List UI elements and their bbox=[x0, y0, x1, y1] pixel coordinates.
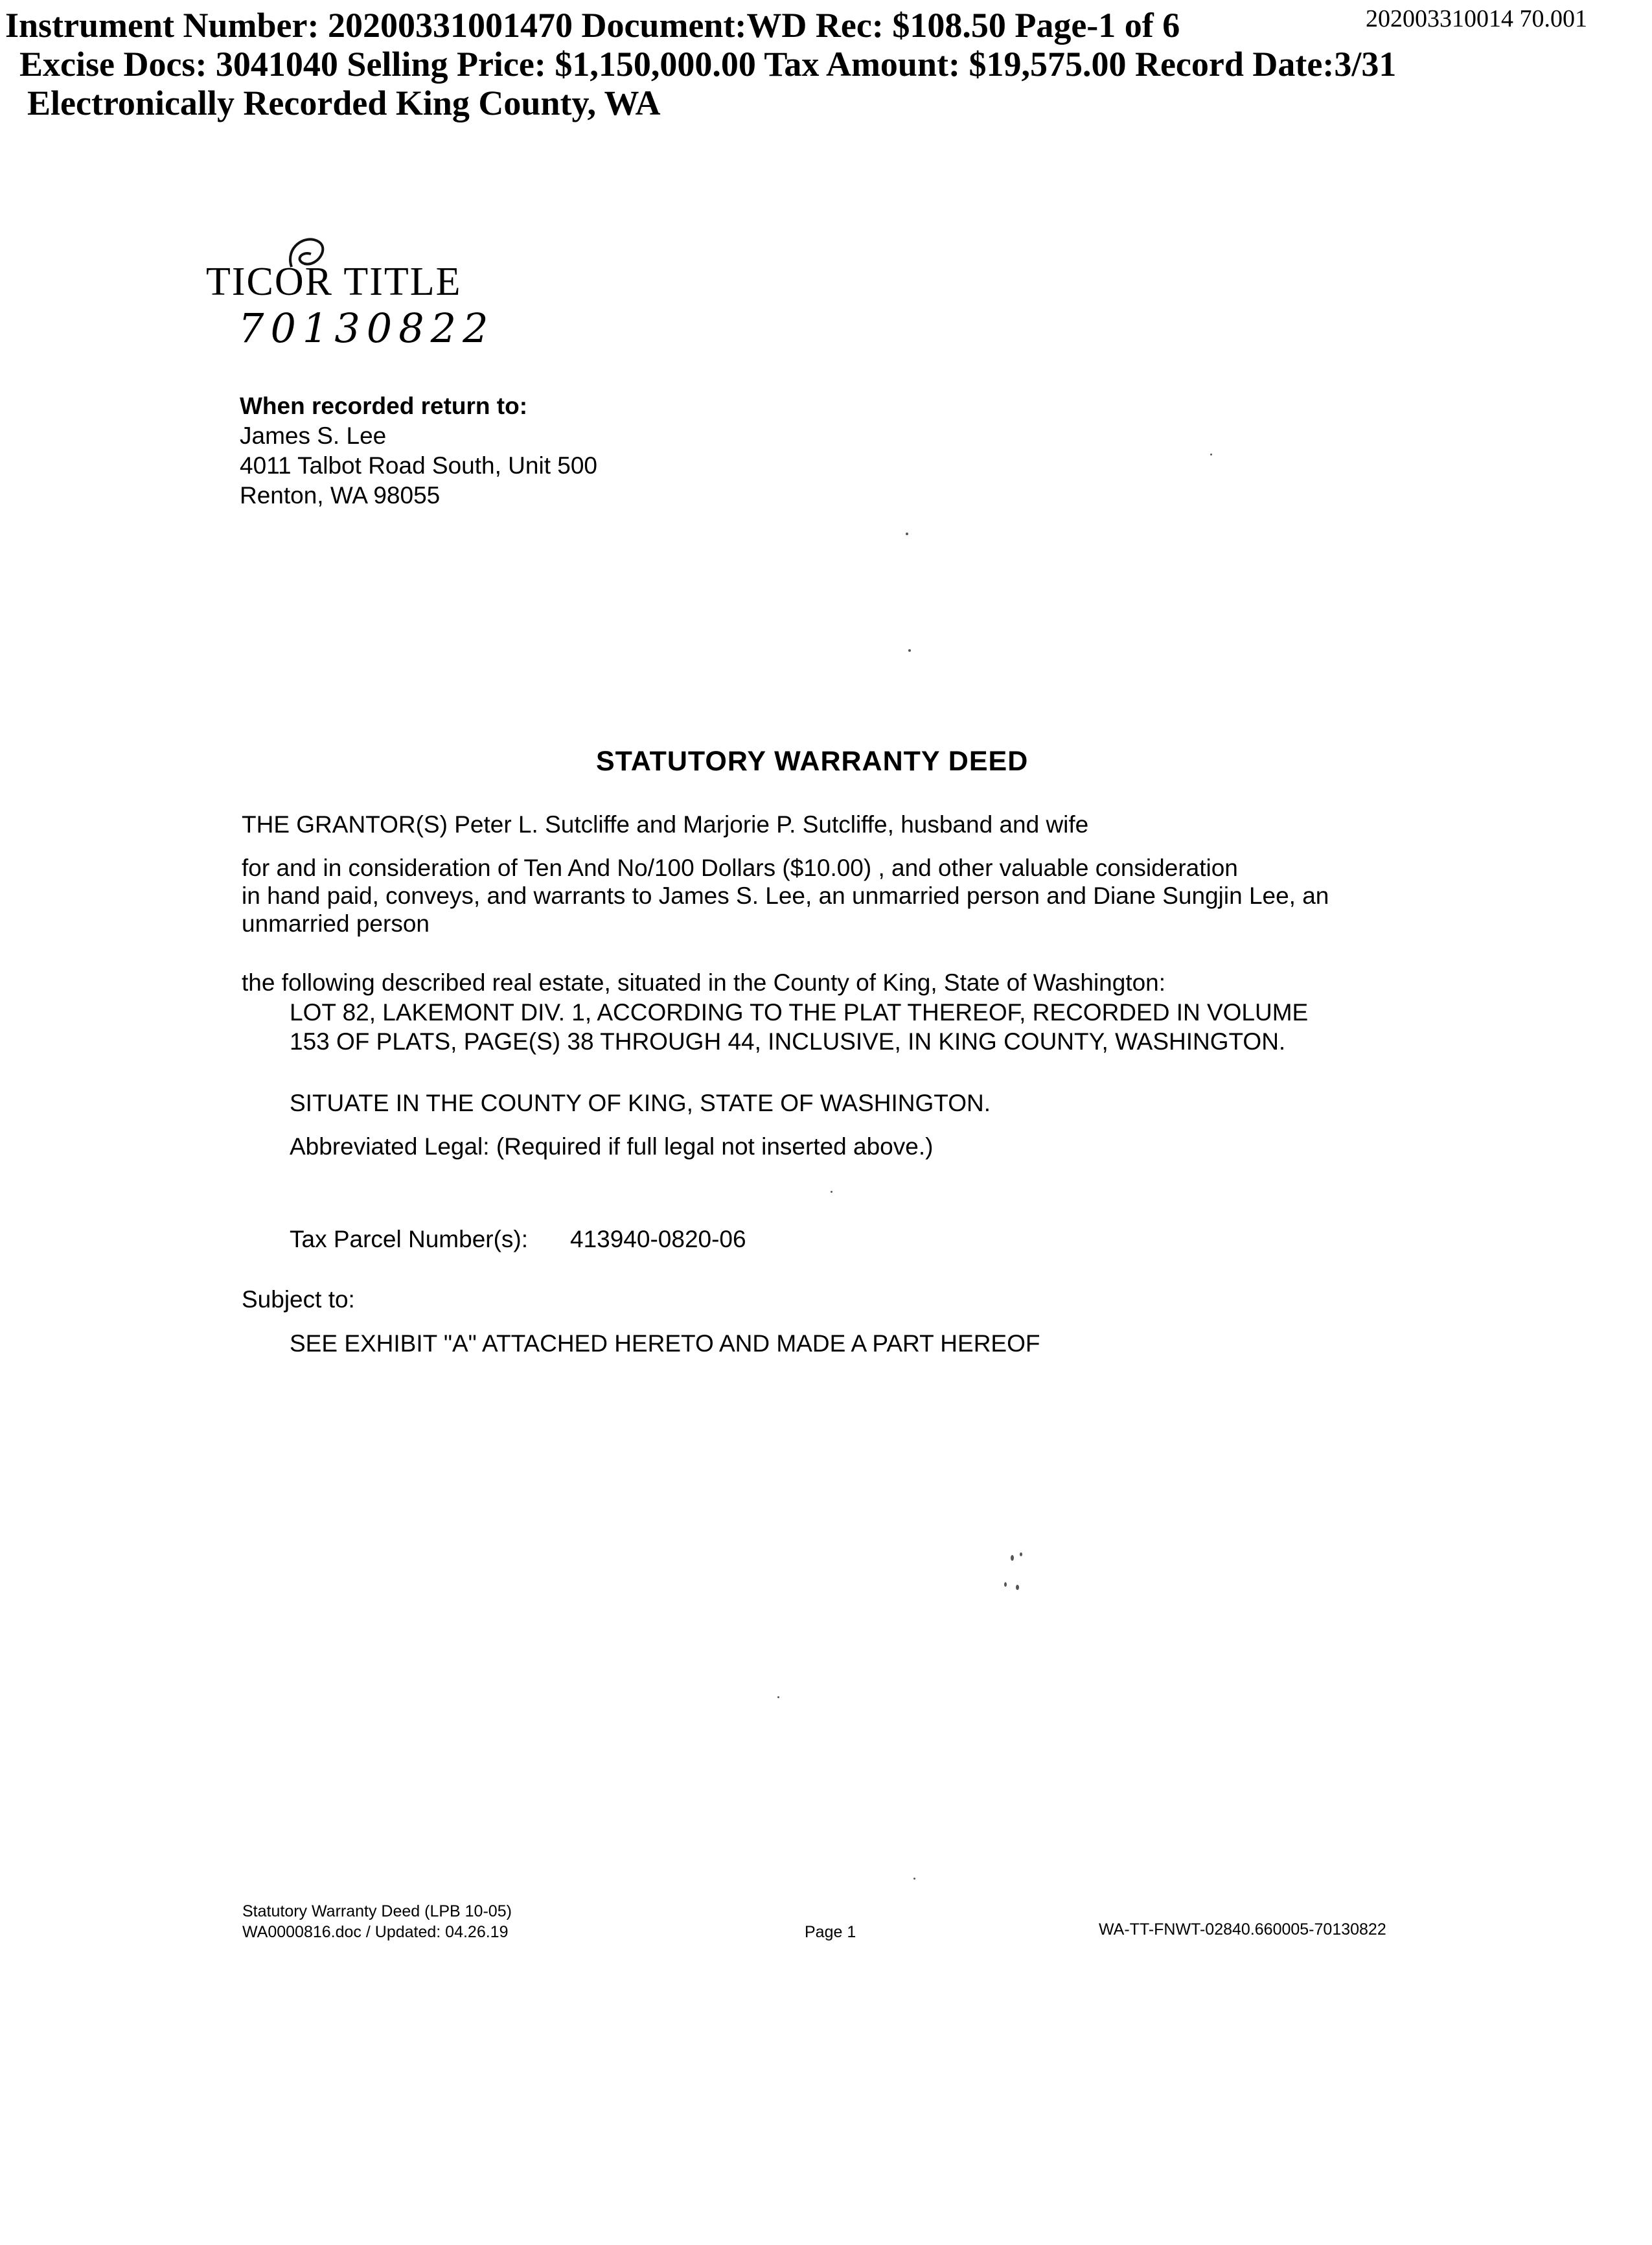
consideration-line-3: unmarried person bbox=[242, 910, 430, 937]
scan-speck bbox=[831, 1191, 832, 1193]
scan-speck bbox=[1210, 454, 1212, 455]
exhibit-reference: SEE EXHIBIT "A" ATTACHED HERETO AND MADE A PART HEREOF bbox=[290, 1330, 1040, 1357]
footer-page-number: Page 1 bbox=[805, 1923, 856, 1941]
scan-speck bbox=[913, 1878, 915, 1880]
scan-speck bbox=[1020, 1552, 1022, 1556]
footer-order-reference: WA-TT-FNWT-02840.660005-70130822 bbox=[1099, 1920, 1386, 1939]
legal-description-line-2: 153 OF PLATS, PAGE(S) 38 THROUGH 44, INCLUSIVE, IN KING COUNTY, WASHINGTON. bbox=[290, 1028, 1286, 1055]
handwritten-order-number: 70130822 bbox=[238, 305, 495, 352]
recorder-stamp-line-3: Electronically Recorded King County, WA bbox=[27, 84, 661, 122]
consideration-line-1: for and in consideration of Ten And No/100 Dollars ($10.00) , and other valuable consideration bbox=[242, 855, 1238, 881]
deed-title: STATUTORY WARRANTY DEED bbox=[596, 746, 1029, 777]
scan-speck bbox=[1011, 1555, 1014, 1561]
scan-speck bbox=[1016, 1585, 1019, 1590]
return-to-city: Renton, WA 98055 bbox=[240, 482, 441, 509]
abbreviated-legal: Abbreviated Legal: (Required if full legal not inserted above.) bbox=[290, 1133, 934, 1160]
title-company-stamp: TICOR TITLE bbox=[206, 260, 462, 304]
tax-parcel-label: Tax Parcel Number(s): bbox=[290, 1226, 529, 1252]
recorder-page-id: 202003310014 70.001 bbox=[1366, 5, 1587, 32]
recorder-stamp-line-1: Instrument Number: 20200331001470 Document:WD Rec: $108.50 Page-1 of 6 bbox=[5, 6, 1180, 45]
footer-form-file: WA0000816.doc / Updated: 04.26.19 bbox=[242, 1923, 509, 1941]
tax-parcel-number: 413940-0820-06 bbox=[570, 1226, 746, 1252]
return-to-name: James S. Lee bbox=[240, 422, 387, 449]
subject-to-label: Subject to: bbox=[242, 1286, 355, 1313]
scan-speck bbox=[1004, 1582, 1007, 1587]
return-to-street: 4011 Talbot Road South, Unit 500 bbox=[240, 452, 597, 479]
footer-form-name: Statutory Warranty Deed (LPB 10-05) bbox=[242, 1902, 512, 1920]
scan-speck bbox=[908, 649, 911, 652]
situate-line: SITUATE IN THE COUNTY OF KING, STATE OF WASHINGTON. bbox=[290, 1090, 991, 1116]
recorder-stamp-line-2: Excise Docs: 3041040 Selling Price: $1,150,000.00 Tax Amount: $19,575.00 Record Date:3/31 bbox=[19, 45, 1397, 84]
scan-speck bbox=[906, 533, 908, 535]
scan-speck bbox=[777, 1696, 779, 1698]
real-estate-intro: the following described real estate, situated in the County of King, State of Washington: bbox=[242, 969, 1166, 996]
return-to-heading: When recorded return to: bbox=[240, 393, 528, 419]
grantor-line: THE GRANTOR(S) Peter L. Sutcliffe and Marjorie P. Sutcliffe, husband and wife bbox=[242, 811, 1089, 838]
legal-description-line-1: LOT 82, LAKEMONT DIV. 1, ACCORDING TO THE PLAT THEREOF, RECORDED IN VOLUME bbox=[290, 999, 1309, 1026]
consideration-line-2: in hand paid, conveys, and warrants to James S. Lee, an unmarried person and Diane Sungjin Lee, an bbox=[242, 882, 1329, 909]
